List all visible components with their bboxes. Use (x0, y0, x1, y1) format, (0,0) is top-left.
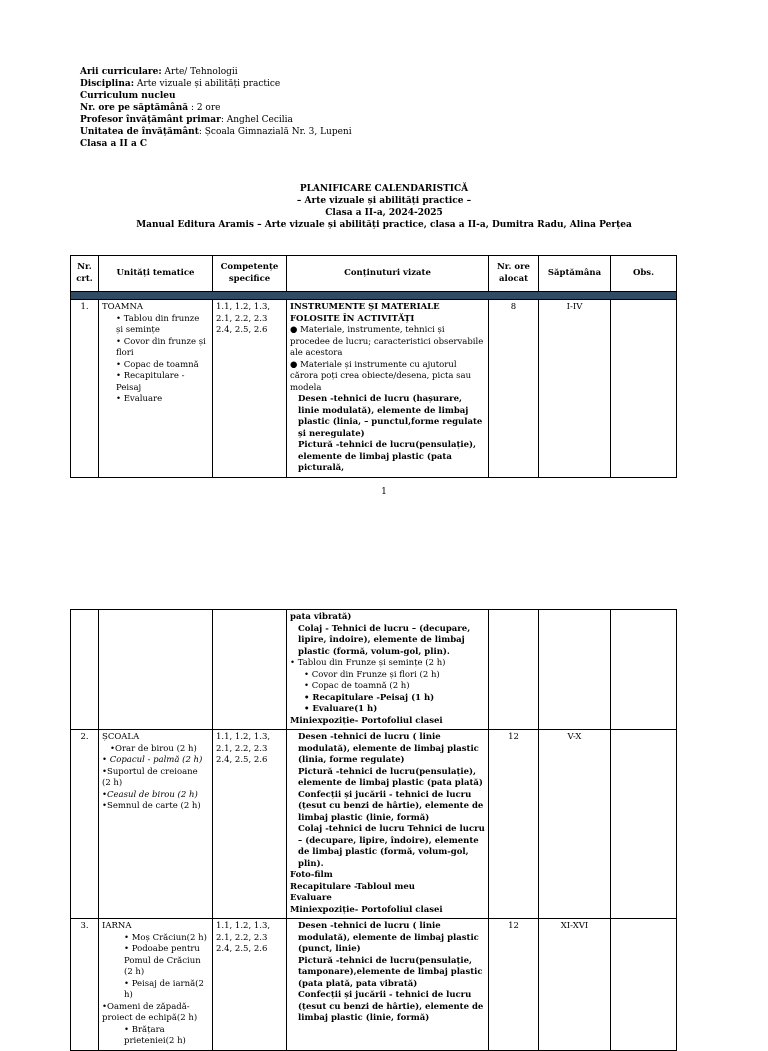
header-saptamana: Săptămâna (539, 256, 611, 292)
content-line: Confecții și jucării - tehnici de lucru (țesut cu benzi de hârtie), elemente de limbaj plastic (linie, formă) (298, 789, 484, 823)
header-competente: Competențe specifice (213, 256, 287, 292)
row-number: 1. (71, 300, 99, 478)
document-header (80, 66, 352, 150)
unit-item: •Orar de birou (2 h) (110, 743, 197, 754)
content-line: • Covor din Frunze și flori (2 h) (304, 669, 440, 680)
content-line: Colaj -tehnici de lucru Tehnici de lucru – (decupare, lipire, îndoire), elemente de limbaj plastic (formă, volum-gol, plin). (298, 824, 485, 869)
continuturi-cell (287, 730, 489, 919)
unit-cell (99, 610, 213, 730)
planning-table-page2 (70, 609, 677, 1051)
content-bullet: ● Materiale și instrumente cu ajutorul cărora poți crea obiecte/desena, picta sau modela (290, 359, 472, 393)
ore-cell: 12 (489, 730, 539, 919)
ore-cell: 12 (489, 919, 539, 1051)
table-row (71, 730, 677, 919)
unit-title: ȘCOALA (102, 732, 140, 742)
content-line: • Copac de toamnă (2 h) (304, 681, 410, 691)
header-separator (71, 292, 677, 300)
title-line-1: PLANIFICARE CALENDARISTICĂ (299, 184, 469, 194)
saptamana-cell: XI-XVI (539, 919, 611, 1051)
competente-cell: 1.1, 1.2, 1.3, 2.1, 2.2, 2.3 2.4, 2.5, 2.6 (213, 919, 287, 1051)
competente-cell: 1.1, 1.2, 1.3, 2.1, 2.2, 2.3 2.4, 2.5, 2.6 (213, 300, 287, 478)
unit-item: • Recapitulare -Peisaj (116, 371, 185, 393)
arii-curriculare-line: Arii curriculare: Arte/ Tehnologii (80, 67, 238, 77)
unit-item: • Copacul - palmă (2 h) (102, 755, 203, 765)
page-number: 1 (381, 487, 387, 497)
competente-cell (213, 610, 287, 730)
content-line: • Recapitulare -Peisaj (1 h) (304, 692, 435, 703)
document-title (0, 183, 768, 231)
profesor-line: Profesor învățământ primar: Anghel Cecilia (80, 115, 293, 125)
saptamana-cell (539, 610, 611, 730)
planning-table-page1 (70, 255, 677, 478)
content-line: Pictură -tehnici de lucru(pensulație), elemente de limbaj plastic (pata plată) (298, 766, 483, 788)
content-line: • Tablou din Frunze și semințe (2 h) (290, 658, 446, 668)
title-line-3: Clasa a II-a, 2024-2025 (325, 208, 443, 218)
content-line: Pictură -tehnici de lucru(pensulație), elemente de limbaj plastic (pata picturală, (298, 440, 477, 473)
content-heading: INSTRUMENTE ȘI MATERIALE FOLOSITE ÎN ACTIVITĂȚI (290, 302, 440, 324)
unit-item: • Podoabe pentru Pomul de Crăciun (2 h) (124, 944, 201, 977)
header-obs: Obs. (611, 256, 677, 292)
content-line: Desen -tehnici de lucru ( linie modulată), elemente de limbaj plastic (linia, forme regulate) (298, 732, 479, 765)
content-line: pata vibrată) (290, 612, 352, 622)
disciplina-line: Disciplina: Arte vizuale și abilități practice (80, 79, 281, 89)
unit-item: •Ceasul de birou (2 h) (102, 789, 198, 800)
unitate-line: Unitatea de învățământ: Școala Gimnazială Nr. 3, Lupeni (80, 127, 352, 137)
unit-item: • Covor din frunze și flori (116, 336, 206, 358)
obs-cell (611, 300, 677, 478)
obs-cell (611, 730, 677, 919)
curriculum-line: Curriculum nucleu (80, 91, 176, 101)
content-line: Foto-film (290, 870, 333, 880)
table-header-row (71, 256, 677, 292)
unit-item: •Oameni de zăpadă- proiect de echipă(2 h) (102, 1001, 198, 1023)
saptamana-cell: I-IV (539, 300, 611, 478)
row-number (71, 610, 99, 730)
continuturi-cell (287, 919, 489, 1051)
content-line: • Evaluare(1 h) (304, 704, 378, 714)
content-line: Recapitulare -Tabloul meu (290, 881, 415, 892)
unit-item: • Copac de toamnă (116, 359, 199, 370)
unit-item: • Brățara prieteniei(2 h) (124, 1024, 186, 1046)
row-number: 3. (71, 919, 99, 1051)
table-row (71, 919, 677, 1051)
unit-cell (99, 300, 213, 478)
ore-cell (489, 610, 539, 730)
content-bullet: ● Materiale, instrumente, tehnici și procedee de lucru; caracteristici observabile ale acestora (290, 325, 484, 358)
unit-item: • Evaluare (116, 394, 163, 404)
content-line: Desen -tehnici de lucru ( linie modulată), elemente de limbaj plastic (punct, linie) (298, 921, 479, 954)
content-line: Confecții și jucării - tehnici de lucru (țesut cu benzi de hârtie), elemente de limbaj plastic (linie, formă) (298, 990, 484, 1023)
content-line: Miniexpoziție- Portofoliul clasei (290, 904, 443, 915)
saptamana-cell: V-X (539, 730, 611, 919)
obs-cell (611, 610, 677, 730)
header-continuturi: Conținuturi vizate (287, 256, 489, 292)
continuturi-cell (287, 300, 489, 478)
content-line: Evaluare (290, 893, 332, 903)
content-line: Miniexpoziție- Portofoliul clasei (290, 715, 443, 726)
content-line: Desen -tehnici de lucru (hașurare, linie modulată), elemente de limbaj plastic (linia, – punctul,forme regulate și neregulate) (298, 394, 483, 439)
unit-item: • Peisaj de iarnă(2 h) (124, 978, 204, 1000)
unit-item: •Semnul de carte (2 h) (102, 801, 201, 811)
table-row (71, 300, 677, 478)
table-row (71, 610, 677, 730)
header-nr: Nr. crt. (71, 256, 99, 292)
unit-title: IARNA (102, 921, 132, 931)
unit-cell (99, 919, 213, 1051)
unit-item: • Tablou din frunze și semințe (116, 313, 200, 335)
clasa-line: Clasa a II a C (80, 139, 148, 149)
row-number: 2. (71, 730, 99, 919)
header-ore: Nr. ore alocat (489, 256, 539, 292)
content-line: Pictură -tehnici de lucru(pensulație, tamponare),elemente de limbaj plastic (pata plată, pata vibrată) (298, 955, 483, 989)
unit-cell (99, 730, 213, 919)
unit-item: •Suportul de creioane (2 h) (102, 766, 198, 788)
unit-item: • Moș Crăciun(2 h) (124, 932, 207, 943)
ore-line: Nr. ore pe săptămână : 2 ore (80, 103, 221, 113)
continuturi-cell (287, 610, 489, 730)
content-line: Colaj - Tehnici de lucru – (decupare, lipire, îndoire), elemente de limbaj plastic (formă, volum-gol, plin). (298, 623, 471, 657)
competente-cell: 1.1, 1.2, 1.3, 2.1, 2.2, 2.3 2.4, 2.5, 2.6 (213, 730, 287, 919)
unit-title: TOAMNA (102, 302, 144, 312)
title-line-2: – Arte vizuale și abilități practice – (296, 196, 472, 206)
header-unitati: Unități tematice (99, 256, 213, 292)
ore-cell: 8 (489, 300, 539, 478)
title-line-4: Manual Editura Aramis – Arte vizuale și abilități practice, clasa a II-a, Dumitra Radu, Alina Perțea (136, 220, 632, 230)
obs-cell (611, 919, 677, 1051)
